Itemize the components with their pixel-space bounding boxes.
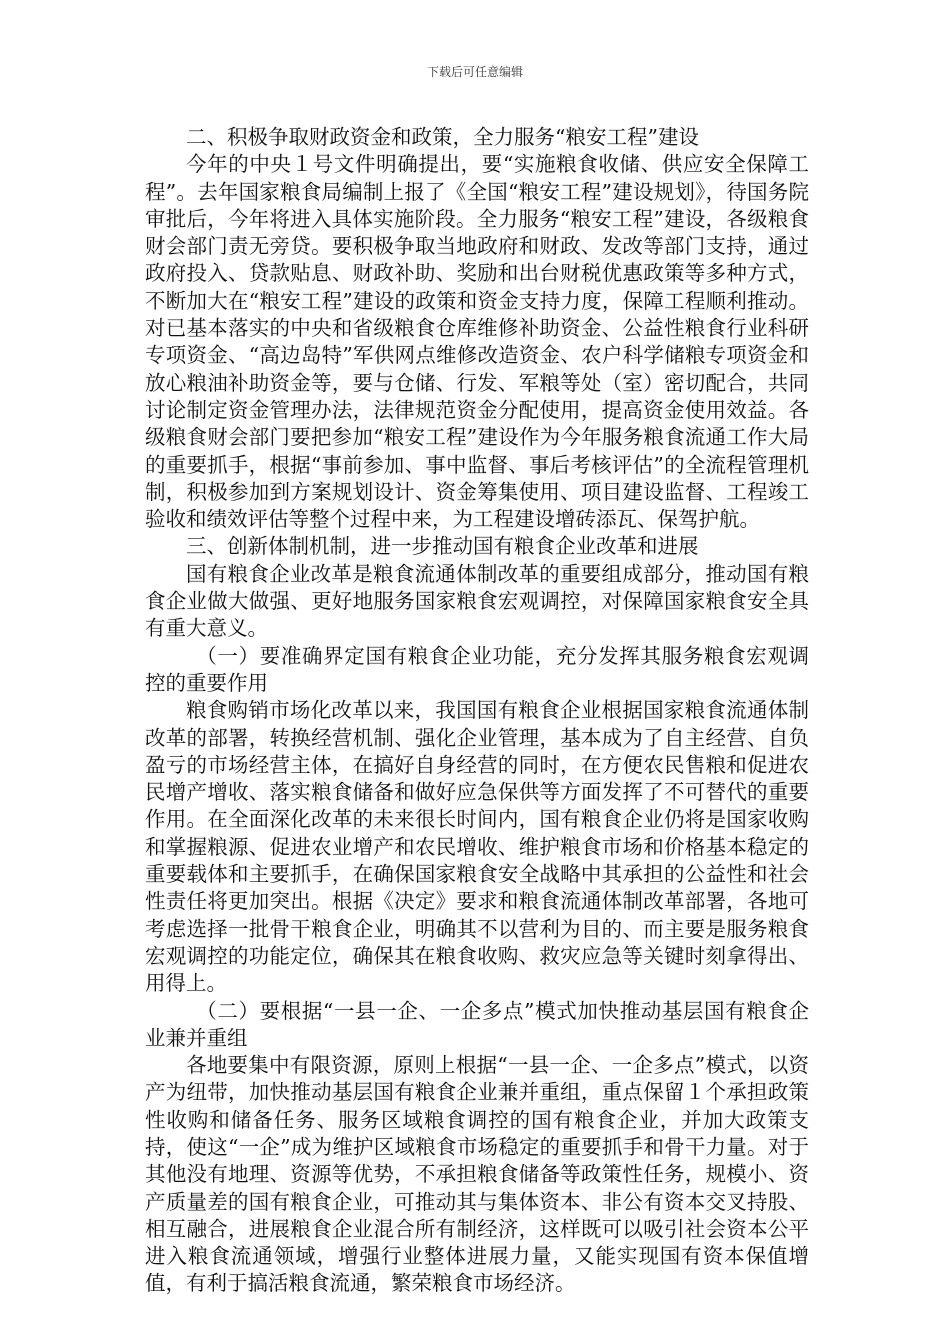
paragraph-soe-function: 粮食购销市场化改革以来，我国国有粮食企业根据国家粮食流通体制改革的部署，转换经营机制、强化企业管理，基本成为了自主经营、自负盈亏的市场经营主体，在搞好自身经营的同时，在方便农民售粮和促进农民增产增收、落实粮食储备和做好应急保供等方面发挥了不可替代的重要作用。在全面深化改革的未来很长时间内，国有粮食企业仍将是国家收购和掌握粮源、促进农业增产和农民增收、维护粮食市场和价格基本稳定的重要载体和主要抓手，在确保国家粮食安全战略中其承担的公益性和社会性责任将更加突出。根据《决定》要求和粮食流通体制改革部署，各地可考虑选择一批骨干粮食企业，明确其不以营利为目的、而主要是服务粮食宏观调控的功能定位，确保其在粮食收购、救灾应急等关键时刻拿得出、用得上。 [145, 698, 809, 996]
document-body [145, 124, 809, 1298]
section-heading-2: 二、积极争取财政资金和政策，全力服务“粮安工程”建设 [186, 125, 699, 149]
page-header: 下载后可任意编辑 [426, 65, 523, 79]
paragraph-grain-safety-project: 今年的中央１号文件明确提出，要“实施粮食收储、供应安全保障工程”。去年国家粮食局编制上报了《全国“粮安工程”建设规划》，待国务院审批后，今年将进入具体实施阶段。全力服务“粮安工程”建设，各级粮食财会部门责无旁贷。要积极争取当地政府和财政、发改等部门支持，通过政府投入、贷款贴息、财政补助、奖励和出台财税优惠政策等多种方式，不断加大在“粮安工程”建设的政策和资金支持力度，保障工程顺利推动。对已基本落实的中央和省级粮食仓库维修补助资金、公益性粮食行业科研专项资金、“高边岛特”军供网点维修改造资金、农户科学储粮专项资金和放心粮油补助资金等，要与仓储、行发、军粮等处（室）密切配合，共同讨论制定资金管理办法，法律规范资金分配使用，提高资金使用效益。各级粮食财会部门要把参加“粮安工程”建设作为今年服务粮食流通工作大局的重要抓手，根据“事前参加、事中监督、事后考核评估”的全流程管理机制，积极参加到方案规划设计、资金筹集使用、项目建设监督、工程竣工验收和绩效评估等整个过程中来，为工程建设增砖添瓦、保驾护航。 [145, 152, 809, 532]
section-heading-3: 三、创新体制机制，进一步推动国有粮食企业改革和进展 [186, 534, 699, 559]
paragraph-merger-restructuring: 各地要集中有限资源，原则上根据“一县一企、一企多点”模式，以资产为纽带，加快推动基层国有粮食企业兼并重组，重点保留１个承担政策性收购和储备任务、服务区域粮食调控的国有粮食企业，并加大政策支持，使这“一企”成为维护区域粮食市场稳定的重要抓手和骨干力量。对于其他没有地理、资源等优势，不承担粮食储备等政策性任务，规模小、资产质量差的国有粮食企业，可推动其与集体资本、非公有资本交叉持股、相互融合，进展粮食企业混合所有制经济，这样既可以吸引社会资本公平进入粮食流通领域，增强行业整体进展力量，又能实现国有资本保值增值，有利于搞活粮食流通，繁荣粮食市场经济。 [145, 1053, 809, 1296]
subheading-1: （一）要准确界定国有粮食企业功能，充分发挥其服务粮食宏观调控的重要作用 [145, 643, 809, 695]
subheading-2: （二）要根据“一县一企、一企多点”模式加快推动基层国有粮食企业兼并重组 [145, 998, 809, 1050]
paragraph-soe-reform-intro: 国有粮食企业改革是粮食流通体制改革的重要组成部分，推动国有粮食企业做大做强、更好地服务国家粮食宏观调控，对保障国家粮食安全具有重大意义。 [145, 561, 809, 641]
